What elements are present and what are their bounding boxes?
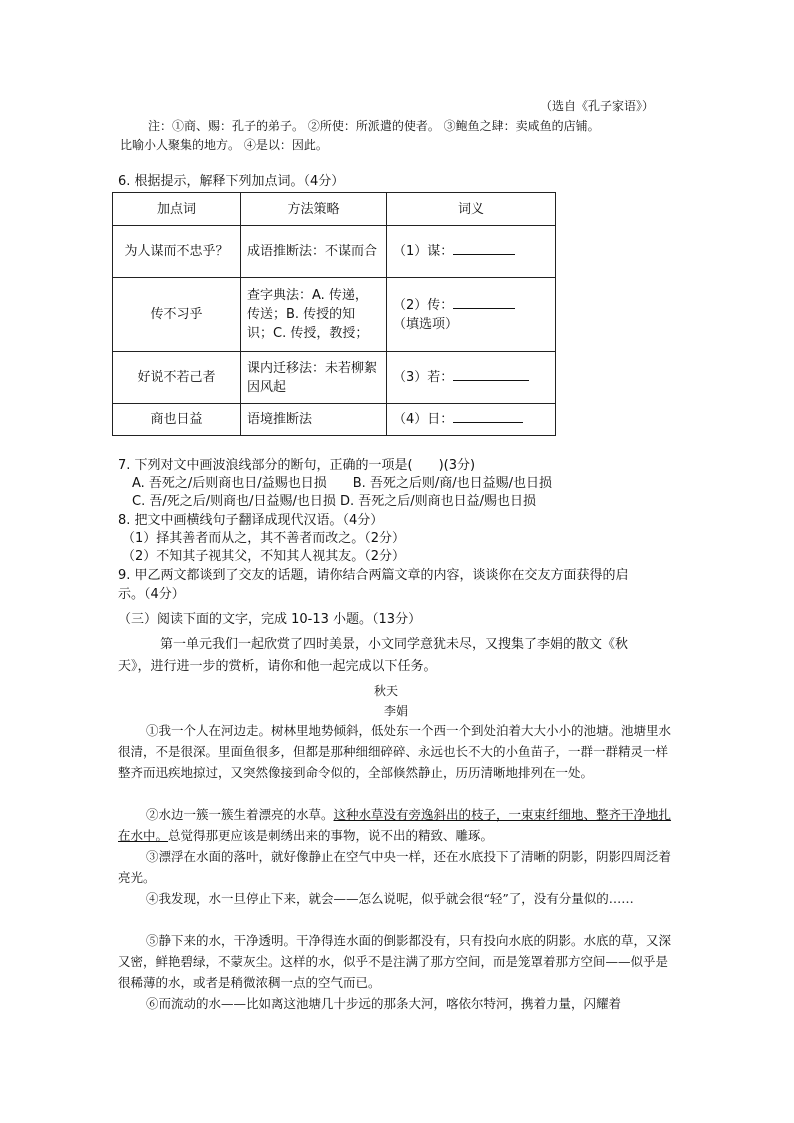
q7-options-2: C. 吾/死之后/则商也/日益赐/也日损 D. 吾死之后/则商也日益/赐也日损 xyxy=(132,494,537,509)
row-word: 好说不若己者 xyxy=(113,352,241,404)
q6-table xyxy=(112,192,556,436)
answer-blank[interactable] xyxy=(453,242,515,255)
meaning-hint: （填选项） xyxy=(393,316,459,332)
table-row xyxy=(113,352,556,404)
essay-author: 李娟 xyxy=(384,704,409,718)
answer-blank[interactable] xyxy=(453,296,515,309)
row-word: 商也日益 xyxy=(113,404,241,436)
row-meaning xyxy=(387,226,556,278)
header-word: 加点词 xyxy=(113,193,241,226)
table-row xyxy=(113,278,556,352)
note-line-2: 比喻小人聚集的地方。 ④是以：因此。 xyxy=(120,138,328,152)
essay-paragraph-5: ⑤静下来的水，干净透明。干净得连水面的倒影都没有，只有投向水底的阴影。水底的草，又深又密，鲜艳碧绿，不蒙灰尘。这样的水，似乎不是注满了那方空间，而是笼罩着那方空间——似乎是很稀薄的水，或者是稍微浓稠一点的空气而已。 xyxy=(118,933,672,990)
row-method: 语境推断法 xyxy=(241,404,387,436)
row-meaning xyxy=(387,278,556,352)
essay-paragraph-1: ①我一个人在河边走。树林里地势倾斜，低处东一个西一个到处泊着大大小小的池塘。池塘里水很清，不是很深。里面鱼很多，但都是那种细细碎碎、永远也长不大的小鱼苗子，一群一群精灵一样整齐而迅疾地掠过，又突然像接到命令似的，全部倏然静止，历历清晰地排列在一处。 xyxy=(118,723,672,780)
row-meaning xyxy=(387,352,556,404)
q9-line-1: 9. 甲乙两文都谈到了交友的话题，请你结合两篇文章的内容，谈谈你在交友方面获得的启 xyxy=(118,568,629,583)
answer-blank[interactable] xyxy=(453,368,529,381)
q7-title: 7. 下列对文中画波浪线部分的断句，正确的一项是( )(3分) xyxy=(118,458,476,473)
source-citation: （选自《孔子家语》） xyxy=(540,99,655,113)
q8-sentence-1: （1）择其善者而从之，其不善者而改之。（2分） xyxy=(122,531,406,546)
row-word: 传不习乎 xyxy=(113,278,241,352)
essay-paragraph-6: ⑥而流动的水——比如离这池塘几十步远的那条大河，喀依尔特河，携着力量，闪耀着 xyxy=(146,996,622,1011)
essay-paragraph-4: ④我发现，水一旦停止下来，就会——怎么说呢，似乎就会很“轻”了，没有分量似的…… xyxy=(146,891,634,906)
meaning-label: （1）谋： xyxy=(393,244,454,259)
essay-title: 秋天 xyxy=(374,684,399,698)
table-row xyxy=(113,404,556,436)
row-method: 课内迁移法：未若柳絮因风起 xyxy=(241,352,387,404)
row-method: 查字典法：A. 传递，传送；B. 传授的知识；C. 传授，教授； xyxy=(241,278,387,352)
table-row xyxy=(113,226,556,278)
q8-sentence-2: （2）不知其子视其父，不知其人视其友。（2分） xyxy=(122,549,406,564)
meaning-label: （3）若： xyxy=(393,370,454,385)
underlined-sentence: 这种水草没有旁逸斜出的枝子，一束束纤细地、整齐干净地扎在水中。 xyxy=(118,807,672,843)
row-method: 成语推断法：不谋而合 xyxy=(241,226,387,278)
note-line-1: 注：①商、赐：孔子的弟子。 ②所使：所派遣的使者。 ③鲍鱼之肆：卖咸鱼的店铺。 xyxy=(148,119,600,133)
paragraph-2-end: 总觉得那更应该是刺绣出来的事物，说不出的精致、雕琢。 xyxy=(168,828,494,843)
row-word: 为人谋而不忠乎？ xyxy=(113,226,241,278)
paragraph-2-start: ②水边一簇一簇生着漂亮的水草。 xyxy=(146,807,334,822)
essay-paragraph-3: ③漂浮在水面的落叶，就好像静止在空气中央一样，还在水底投下了清晰的阴影，阴影四周泛着亮光。 xyxy=(118,849,672,885)
row-meaning xyxy=(387,404,556,436)
answer-blank[interactable] xyxy=(453,410,523,423)
section-3-title: （三）阅读下面的文字，完成 10-13 小题。（13分） xyxy=(118,612,422,627)
header-method: 方法策略 xyxy=(241,193,387,226)
section-3-intro-2: 天》，进行进一步的赏析，请你和他一起完成以下任务。 xyxy=(118,659,437,674)
q8-title: 8. 把文中画横线句子翻译成现代汉语。（4分） xyxy=(118,513,384,528)
meaning-label: （4）日： xyxy=(393,412,454,427)
table-header-row xyxy=(113,193,556,226)
q9-line-2: 示。（4分） xyxy=(118,587,185,602)
meaning-label: （2）传： xyxy=(393,297,454,313)
q6-title: 6. 根据提示，解释下列加点词。（4分） xyxy=(118,174,345,189)
section-3-intro-1: 第一单元我们一起欣赏了四时美景，小文同学意犹未尽，又搜集了李娟的散文《秋 xyxy=(160,637,629,652)
q7-options-1: A. 吾死之/后则商也日/益赐也日损 B. 吾死之后则/商/也日益赐/也日损 xyxy=(132,476,553,491)
header-meaning: 词义 xyxy=(387,193,556,226)
essay-paragraph-2 xyxy=(118,804,678,846)
